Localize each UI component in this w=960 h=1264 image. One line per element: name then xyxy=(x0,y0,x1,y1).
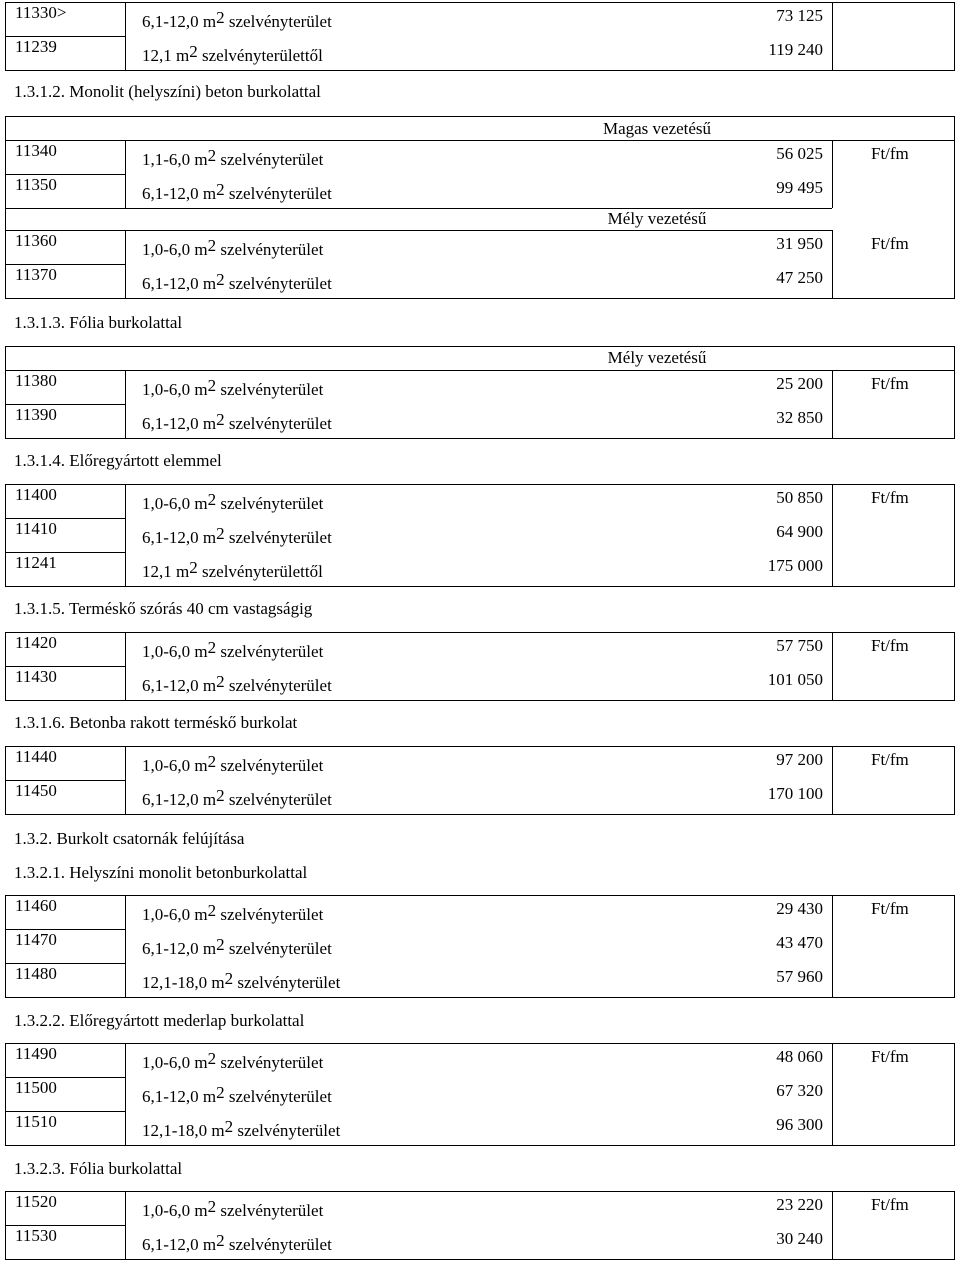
section-heading: 1.3.1.3. Fólia burkolattal xyxy=(14,313,183,332)
table-row xyxy=(5,36,955,70)
item-code: 11340 xyxy=(15,141,57,160)
item-price: 56 025 xyxy=(776,144,823,163)
table-1315 xyxy=(5,632,955,700)
section-heading: 1.3.2.3. Fólia burkolattal xyxy=(14,1159,183,1178)
item-description: 1,0-6,0 $m^2$ szelvényterület xyxy=(142,1197,324,1220)
item-description: 12,1-18,0 $m^2$ szelvényterület xyxy=(142,969,341,992)
item-code: 11450 xyxy=(15,781,57,800)
item-code: 11520 xyxy=(15,1192,57,1211)
item-code: 11440 xyxy=(15,747,57,766)
table-row xyxy=(5,780,955,814)
item-price: 97 200 xyxy=(776,750,823,769)
item-description: 6,1-12,0 $m^2$ szelvényterület xyxy=(142,180,332,203)
item-code: 11430 xyxy=(15,667,57,686)
subheading-magas: Magas vezetésű xyxy=(602,119,712,138)
item-description: 6,1-12,0 $m^2$ szelvényterület xyxy=(142,524,332,547)
table-row xyxy=(5,140,955,174)
item-price: 47 250 xyxy=(776,268,823,287)
item-unit: Ft/fm xyxy=(871,374,909,393)
section-heading: 1.3.2.1. Helyszíni monolit betonburkolattal xyxy=(14,863,308,882)
item-code: 11480 xyxy=(15,964,57,983)
item-code: 11390 xyxy=(15,405,57,424)
table-row xyxy=(5,1191,955,1225)
item-description: 1,0-6,0 $m^2$ szelvényterület xyxy=(142,752,324,775)
section-heading: 1.3.2.2. Előregyártott mederlap burkolattal xyxy=(14,1011,305,1030)
item-description: 6,1-12,0 $m^2$ szelvényterület xyxy=(142,410,332,433)
table-1322 xyxy=(5,1043,955,1145)
table-row xyxy=(5,632,955,666)
table-row xyxy=(5,174,955,208)
item-unit: Ft/fm xyxy=(871,1195,909,1214)
item-description: 1,0-6,0 $m^2$ szelvényterület xyxy=(142,1049,324,1072)
table-row xyxy=(5,370,955,404)
table-row xyxy=(5,1077,955,1111)
table-row xyxy=(5,230,955,264)
item-price: 43 470 xyxy=(776,933,823,952)
table-row xyxy=(5,552,955,586)
item-price: 101 050 xyxy=(767,670,823,689)
table-row xyxy=(5,2,955,36)
item-code: 11530 xyxy=(15,1226,57,1245)
item-description: 1,0-6,0 $m^2$ szelvényterület xyxy=(142,236,324,259)
table-row xyxy=(5,746,955,780)
table-1314 xyxy=(5,484,955,586)
section-heading: 1.3.1.5. Terméskő szórás 40 cm vastagságig xyxy=(14,599,313,618)
item-price: 29 430 xyxy=(776,899,823,918)
table-1323 xyxy=(5,1191,955,1259)
item-unit: Ft/fm xyxy=(871,636,909,655)
item-code: 11500 xyxy=(15,1078,57,1097)
table-1321 xyxy=(5,895,955,997)
table-row xyxy=(5,404,955,438)
item-code: 11239 xyxy=(15,37,57,56)
item-description: 6,1-12,0 $m^2$ szelvényterület xyxy=(142,8,332,31)
table-1312 xyxy=(5,116,955,298)
item-description: 12,1-18,0 $m^2$ szelvényterület xyxy=(142,1117,341,1140)
item-price: 99 495 xyxy=(776,178,823,197)
table-top xyxy=(5,2,955,70)
item-code: 11370 xyxy=(15,265,57,284)
item-price: 25 200 xyxy=(776,374,823,393)
table-row xyxy=(5,1225,955,1259)
section-heading: 1.3.2. Burkolt csatornák felújítása xyxy=(14,829,245,848)
table-1316 xyxy=(5,746,955,814)
item-description: 6,1-12,0 $m^2$ szelvényterület xyxy=(142,935,332,958)
item-unit: Ft/fm xyxy=(871,1047,909,1066)
table-row xyxy=(5,1043,955,1077)
item-code: 11350 xyxy=(15,175,57,194)
table-row xyxy=(5,484,955,518)
item-price: 31 950 xyxy=(776,234,823,253)
item-code: 11241 xyxy=(15,553,57,572)
table-row xyxy=(5,963,955,997)
item-price: 23 220 xyxy=(776,1195,823,1214)
item-description: 6,1-12,0 $m^2$ szelvényterület xyxy=(142,1083,332,1106)
item-price: 170 100 xyxy=(767,784,823,803)
table-row xyxy=(5,895,955,929)
item-description: 1,0-6,0 $m^2$ szelvényterület xyxy=(142,376,324,399)
item-price: 50 850 xyxy=(776,488,823,507)
item-unit: Ft/fm xyxy=(871,144,909,163)
item-price: 73 125 xyxy=(776,6,823,25)
item-code: 11470 xyxy=(15,930,57,949)
item-price: 175 000 xyxy=(767,556,823,575)
item-price: 67 320 xyxy=(776,1081,823,1100)
item-price: 119 240 xyxy=(768,40,823,59)
item-description: 12,1 $m^2$ szelvényterülettől xyxy=(142,42,323,65)
table-row xyxy=(5,264,955,298)
item-code: 11380 xyxy=(15,371,57,390)
item-code: 11330> xyxy=(15,3,67,22)
item-code: 11400 xyxy=(15,485,57,504)
item-code: 11460 xyxy=(15,896,57,915)
section-heading: 1.3.1.2. Monolit (helyszíni) beton burkolattal xyxy=(14,82,321,101)
table-1313 xyxy=(5,346,955,438)
item-price: 32 850 xyxy=(776,408,823,427)
item-unit: Ft/fm xyxy=(871,488,909,507)
item-description: 6,1-12,0 $m^2$ szelvényterület xyxy=(142,672,332,695)
table-row xyxy=(5,929,955,963)
item-unit: Ft/fm xyxy=(871,750,909,769)
table-row xyxy=(5,518,955,552)
subheading-mely: Mély vezetésű xyxy=(607,209,707,228)
item-description: 1,1-6,0 $m^2$ szelvényterület xyxy=(142,146,324,169)
item-price: 30 240 xyxy=(776,1229,823,1248)
item-price: 96 300 xyxy=(776,1115,823,1134)
item-code: 11410 xyxy=(15,519,57,538)
item-description: 6,1-12,0 $m^2$ szelvényterület xyxy=(142,1231,332,1254)
item-description: 6,1-12,0 $m^2$ szelvényterület xyxy=(142,786,332,809)
subheading-mely: Mély vezetésű xyxy=(607,348,707,367)
item-description: 1,0-6,0 $m^2$ szelvényterület xyxy=(142,638,324,661)
item-description: 6,1-12,0 $m^2$ szelvényterület xyxy=(142,270,332,293)
item-price: 64 900 xyxy=(776,522,823,541)
table-row xyxy=(5,666,955,700)
item-price: 48 060 xyxy=(776,1047,823,1066)
section-heading: 1.3.1.6. Betonba rakott terméskő burkolat xyxy=(14,713,298,732)
item-code: 11510 xyxy=(15,1112,57,1131)
item-unit: Ft/fm xyxy=(871,234,909,253)
item-description: 1,0-6,0 $m^2$ szelvényterület xyxy=(142,901,324,924)
item-code: 11490 xyxy=(15,1044,57,1063)
item-code: 11420 xyxy=(15,633,57,652)
item-unit: Ft/fm xyxy=(871,899,909,918)
item-description: 1,0-6,0 $m^2$ szelvényterület xyxy=(142,490,324,513)
table-row xyxy=(5,1111,955,1145)
item-code: 11360 xyxy=(15,231,57,250)
item-price: 57 960 xyxy=(776,967,823,986)
item-description: 12,1 $m^2$ szelvényterülettől xyxy=(142,558,323,581)
section-heading: 1.3.1.4. Előregyártott elemmel xyxy=(14,451,222,470)
item-price: 57 750 xyxy=(776,636,823,655)
